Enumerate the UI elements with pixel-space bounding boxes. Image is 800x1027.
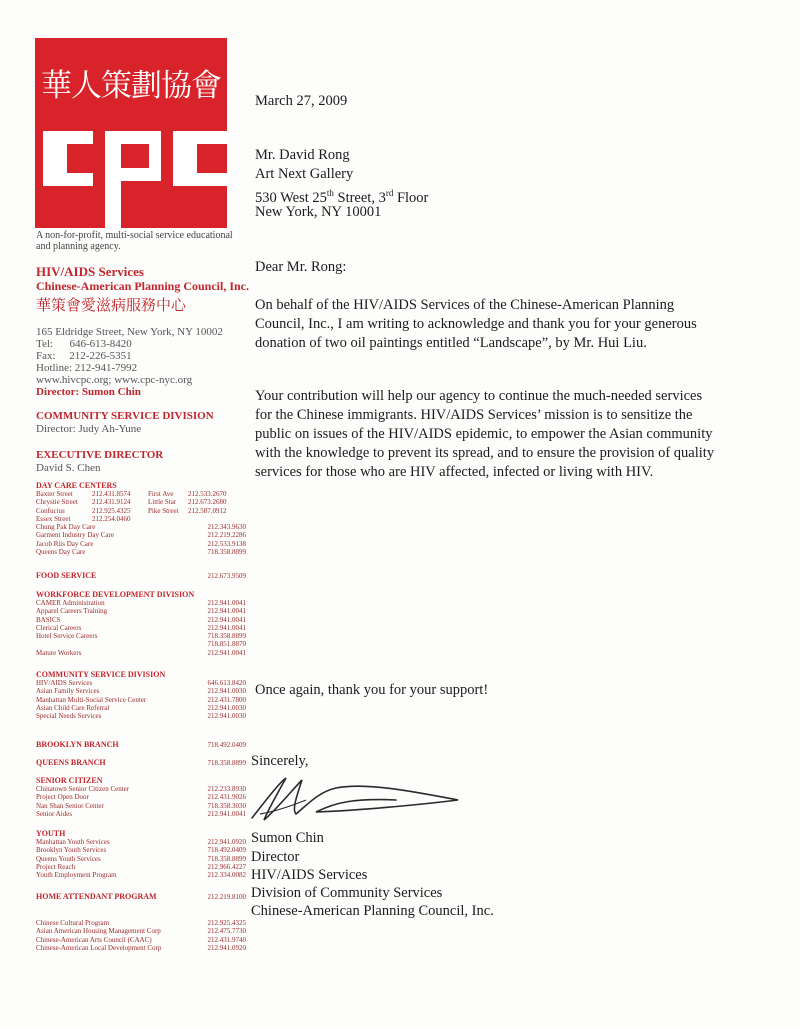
item-phone: 212.475.7730 [207, 927, 246, 936]
exec-title: EXECUTIVE DIRECTOR [36, 449, 164, 461]
item-label: Chinese-American Arts Council (CAAC) [36, 935, 152, 944]
street-part: 530 West 25 [255, 189, 327, 206]
list-item [36, 679, 246, 687]
list-item [36, 936, 246, 944]
item-phone: 212.941.0920 [207, 943, 246, 952]
home-phone: 212.219.8100 [207, 893, 246, 901]
chinese-program-name: 華策會愛滋病服務中心 [36, 296, 187, 314]
item-phone: 212.431.7800 [207, 695, 246, 704]
item-phone: 212.966.4227 [207, 862, 246, 871]
brooklyn-branch [36, 741, 246, 749]
senior-list [36, 785, 246, 818]
cell: Essex Street [36, 514, 71, 523]
item-label: Chinese Cultural Program [36, 919, 110, 927]
street-part: Street, 3 [333, 189, 386, 206]
cell: Chrystie Street [36, 498, 78, 507]
closing-line: Once again, thank you for your support! [255, 682, 489, 698]
list-item [36, 616, 246, 624]
item-label: Project Reach [36, 862, 76, 871]
list-item [36, 927, 246, 935]
home-title: HOME ATTENDANT PROGRAM [36, 892, 157, 901]
exec-name: David S. Chen [36, 462, 101, 474]
item-phone: 212.941.0041 [207, 623, 246, 632]
youth-title: YOUTH [36, 829, 66, 838]
item-label: Youth Employment Program [36, 871, 117, 880]
list-item [36, 540, 246, 548]
valediction: Sincerely, [251, 753, 309, 769]
street-part: Floor [393, 189, 429, 206]
item-label: Manhattan Multi-Social Service Center [36, 695, 147, 704]
day-care-grid [36, 490, 246, 556]
item-phone: 212.233.8930 [207, 785, 246, 793]
community-title: COMMUNITY SERVICE DIVISION [36, 410, 214, 422]
item-phone: 212.941.0030 [207, 703, 246, 712]
list-item [36, 802, 246, 810]
list-item [36, 838, 246, 846]
street-sup: rd [385, 188, 394, 198]
day-care-grid-rows [36, 490, 246, 523]
item-label: Apparel Careers Training [36, 607, 108, 616]
item-label: Asian American Housing Management Corp [36, 927, 161, 936]
tagline: A non-for-profit, multi-social service educational and planning agency. [36, 230, 233, 252]
cell: Little Star [148, 498, 177, 507]
list-item [36, 871, 246, 879]
signer-org: Chinese-American Planning Council, Inc. [251, 903, 494, 919]
item-phone: 718.358.8899 [207, 632, 246, 641]
item-label: Nan Shan Senior Center [36, 801, 104, 810]
director: Director: Sumon Chin [36, 386, 141, 398]
cell: 212.673.2680 [188, 498, 227, 507]
list-item [36, 607, 246, 615]
cell: 212.587.0912 [188, 506, 227, 515]
item-label: Jacob Riis Day Care [36, 539, 94, 548]
list-item [36, 810, 246, 818]
youth-list [36, 838, 246, 879]
item-label: Brooklyn Youth Services [36, 846, 107, 855]
list-item [36, 640, 246, 648]
list-item [36, 919, 246, 927]
tel: Tel: 646-613-8420 [36, 338, 132, 350]
list-item [36, 632, 246, 640]
workforce-list [36, 599, 246, 657]
program-title: HIV/AIDS Services [36, 264, 144, 279]
cell: 212.431.9124 [92, 498, 131, 507]
list-item [36, 548, 246, 556]
queens-branch [36, 759, 246, 767]
item-phone: 212.925.4325 [207, 919, 246, 927]
item-label: Manhattan Youth Services [36, 838, 110, 846]
day-care-title: DAY CARE CENTERS [36, 481, 117, 490]
recipient-name: Mr. David Rong [255, 147, 350, 163]
workforce-title: WORKFORCE DEVELOPMENT DIVISION [36, 590, 195, 599]
signature-mark [246, 770, 466, 830]
item-label: Garment Industry Day Care [36, 531, 114, 540]
signer-division: Division of Community Services [251, 885, 443, 901]
cell: 212.254.0460 [92, 514, 131, 523]
paragraph-1: On behalf of the HIV/AIDS Services of the Chinese-American Planning Council, Inc., I am writing to acknowledge and thank you for your generous donation of two oil paintings entitled “Landscape”, by Mr. Hui Liu. [255, 297, 697, 351]
item-label: HIV/AIDS Services [36, 679, 93, 687]
item-label: BASICS [36, 615, 61, 624]
brooklyn-title: BROOKLYN BRANCH [36, 740, 119, 749]
item-label: Chinese-American Local Development Corp [36, 943, 162, 952]
cell: Baxter Street [36, 490, 73, 498]
item-phone: 212.334.0082 [207, 871, 246, 880]
signer-title: Director [251, 849, 300, 865]
item-phone: 646.613.8420 [207, 679, 246, 687]
item-phone: 718.492.0409 [207, 846, 246, 855]
cell: Pike Street [148, 506, 179, 515]
item-phone: 212.343.9630 [207, 523, 246, 532]
list-item [36, 649, 246, 657]
fax: Fax: 212-226-5351 [36, 350, 132, 362]
letter-date: March 27, 2009 [255, 93, 348, 109]
item-label: Senior Aides [36, 809, 72, 818]
item-phone: 212.941.0041 [207, 648, 246, 657]
queens-phone: 718.358.8899 [207, 759, 246, 767]
recipient-company: Art Next Gallery [255, 166, 354, 182]
item-phone: 212.941.0041 [207, 809, 246, 818]
food-title: FOOD SERVICE [36, 571, 97, 580]
item-label: Chinatown Senior Citizen Center [36, 785, 130, 793]
cpc-logo [35, 38, 227, 228]
item-label: Mature Workers [36, 648, 82, 657]
list-item [36, 531, 246, 539]
signer-name: Sumon Chin [251, 830, 324, 846]
list-item [36, 846, 246, 854]
item-phone: 212.431.9026 [207, 793, 246, 802]
cell: 212.431.8574 [92, 490, 131, 498]
item-phone: 212.431.9740 [207, 935, 246, 944]
logo-chinese-name: 華人策劃協會 [41, 68, 221, 104]
list-item [36, 785, 246, 793]
street-sup: th [326, 188, 334, 198]
cell: First Ave [148, 490, 174, 498]
list-item [36, 793, 246, 801]
item-phone: 212.941.0030 [207, 712, 246, 721]
item-label: Chung Pak Day Care [36, 523, 96, 532]
web: www.hivcpc.org; www.cpc-nyc.org [36, 374, 193, 386]
item-phone: 212.941.0041 [207, 615, 246, 624]
salutation: Dear Mr. Rong: [255, 259, 347, 275]
item-phone: 212.941.0041 [207, 599, 246, 607]
queens-title: QUEENS BRANCH [36, 758, 106, 767]
item-phone: 718.851.8870 [207, 640, 246, 649]
cell: Confucius [36, 506, 65, 515]
item-label: Project Open Door [36, 793, 89, 802]
item-phone: 212.941.0030 [207, 687, 246, 696]
food-service [36, 572, 246, 580]
item-label: CAMER Administration [36, 599, 105, 607]
community-division-title: COMMUNITY SERVICE DIVISION [36, 670, 166, 679]
paragraph-2: Your contribution will help our agency to continue the much-needed services for the Chinese immigrants. HIV/AIDS Services’ mission is to sensitize the public on issues of the HIV/AIDS epidemic, to empower the Asian community with the knowledge to prevent its spread, and to ensure the provision of quality services for those who are HIV affected, infected or living with HIV. [255, 388, 715, 480]
item-phone: 718.358.8899 [207, 548, 246, 557]
item-label: Hotel Service Careers [36, 632, 98, 641]
list-item [36, 687, 246, 695]
recipient-city: New York, NY 10001 [255, 204, 382, 220]
item-phone: 212.219.2286 [207, 531, 246, 540]
cell: 212.533.2670 [188, 490, 227, 498]
org-name: Chinese-American Planning Council, Inc. [36, 279, 250, 293]
signer-program: HIV/AIDS Services [251, 867, 368, 883]
community-director: Director: Judy Ah-Yune [36, 423, 142, 435]
item-label: Queens Day Care [36, 548, 86, 557]
list-item [36, 863, 246, 871]
hotline: Hotline: 212-941-7992 [36, 362, 138, 374]
cpc-letters-mark [35, 38, 227, 228]
brooklyn-phone: 718.492.0409 [207, 741, 246, 749]
list-item [36, 624, 246, 632]
list-item [36, 523, 246, 531]
community-division-list [36, 679, 246, 720]
list-item [36, 704, 246, 712]
item-label: Special Needs Services [36, 712, 102, 721]
list-item [36, 696, 246, 704]
item-phone: 212.533.9138 [207, 539, 246, 548]
item-label: Clerical Careers [36, 623, 82, 632]
item-phone: 718.358.8899 [207, 854, 246, 863]
item-phone: 212.941.0041 [207, 607, 246, 616]
item-phone: 212.941.0920 [207, 838, 246, 846]
item-label: Asian Family Services [36, 687, 100, 696]
list-item [36, 599, 246, 607]
cell: 212.925.4325 [92, 506, 131, 515]
list-item [36, 855, 246, 863]
home-attendant [36, 893, 246, 901]
other-programs-list [36, 919, 246, 952]
food-phone: 212.673.9509 [207, 572, 246, 580]
item-phone: 718.358.3030 [207, 801, 246, 810]
list-item [36, 944, 246, 952]
address: 165 Eldridge Street, New York, NY 10002 [36, 326, 223, 338]
item-label: Asian Child Care Referral [36, 703, 110, 712]
item-label: Queens Youth Services [36, 854, 101, 863]
list-item [36, 712, 246, 720]
senior-title: SENIOR CITIZEN [36, 776, 103, 785]
